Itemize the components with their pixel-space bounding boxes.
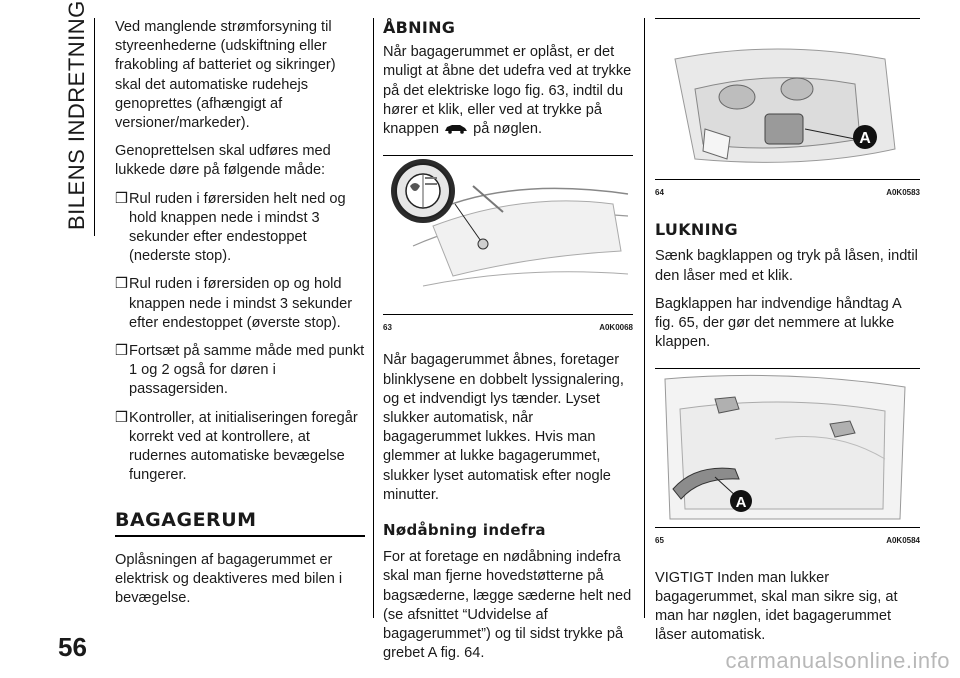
- column-divider-2: [644, 18, 645, 618]
- bullet-item: ❒ Kontroller, at initialiseringen foregår korrekt ved at kontrollere, at rudernes automatiske bevægelse fungerer.: [115, 409, 358, 484]
- chapter-title: BILENS INDRETNING: [64, 0, 89, 230]
- column-1: [115, 18, 365, 617]
- figure-63-image: [383, 156, 633, 314]
- figure-63-caption: [383, 314, 633, 337]
- page-number: 56: [58, 632, 87, 662]
- important-paragraph: VIGTIGT Inden man lukker bagagerummet, skal man sikre sig, at man har nøglen, idet bagagerummet låser automatisk.: [655, 569, 898, 644]
- column-divider-1: [373, 18, 374, 618]
- figure-64-label-a: A: [859, 130, 871, 147]
- car-key-button-icon: [443, 122, 469, 134]
- checkbox-bullet-icon: ❒: [115, 409, 129, 426]
- figure-code: A0K0068: [599, 323, 633, 333]
- section-heading-lukning: LUKNING: [655, 220, 738, 240]
- open-paragraph: Når bagagerummet er oplåst, er det muligt at åbne det udefra ved at trykke på det elektriske logo fig. 63, indtil du hører et klik, eller ved at trykke på knappen på nøglen.: [383, 44, 632, 138]
- emergency-paragraph: For at foretage en nødåbning indefra skal man fjerne hovedstøtterne på bagsæderne, lægge sæderne helt ned (se afsnittet “Udvidelse af bagagerummet”) og til sidst trykke på grebet A fig. 64.: [383, 549, 632, 662]
- bullet-item: ❒ Fortsæt på samme måde med punkt 1 og 2 også for døren i passagersiden.: [115, 343, 365, 398]
- close-paragraph: Sænk bagklappen og tryk på låsen, indtil den låser med et klik.: [655, 248, 918, 284]
- intro-paragraph: Ved manglende strømforsyning til styreenhederne (udskiftning eller frakobling af batteriet og sikringer) skal det automatiske rudehejs genoprettes (afhængigt af versioner/markeder).: [115, 19, 336, 132]
- figure-64: [655, 18, 920, 202]
- figure-65: [655, 368, 920, 550]
- figure-code: A0K0583: [886, 188, 920, 197]
- figure-64-caption: [655, 179, 920, 202]
- section-heading-aabning: ÅBNING: [383, 18, 456, 37]
- subheading-emergency: Nødåbning indefra: [383, 521, 546, 540]
- column-2: [383, 18, 633, 672]
- figure-63: [383, 155, 633, 337]
- section-heading-bagagerum: BAGAGERUM: [115, 509, 257, 532]
- column-3: [655, 18, 920, 654]
- chapter-rule: [94, 18, 95, 236]
- watermark: carmanualsonline.info: [725, 648, 950, 673]
- checkbox-bullet-icon: ❒: [115, 190, 129, 207]
- restore-lead: Genoprettelsen skal udføres med lukkede døre på følgende måde:: [115, 143, 331, 179]
- heading-rule: [115, 535, 365, 537]
- checkbox-bullet-icon: ❒: [115, 343, 129, 360]
- bullet-item: ❒ Rul ruden i førersiden op og hold knappen nede i mindst 3 sekunder efter endestoppet (øverste stop).: [115, 276, 353, 331]
- figure-number: 63: [383, 323, 392, 333]
- figure-number: 65: [655, 536, 664, 546]
- checkbox-bullet-icon: ❒: [115, 276, 129, 293]
- figure-64-image: [655, 19, 920, 179]
- figure-65-label-a: A: [735, 494, 747, 512]
- lights-paragraph: Når bagagerummet åbnes, foretager blinklysene en dobbelt lyssignalering, og et indvendigt lys tænder. Lyset slukker automatisk, når bagagerummet lukkes. Hvis man glemmer at lukke bagagerummet, slukker lyset automatisk efter nogle minutter.: [383, 352, 624, 503]
- figure-number: 64: [655, 188, 664, 197]
- bullet-item: ❒ Rul ruden i førersiden helt ned og hold knappen nede i mindst 3 sekunder efter endestoppet (nederste stop).: [115, 190, 346, 265]
- figure-65-image: [655, 369, 920, 527]
- figure-65-caption: [655, 527, 920, 550]
- handles-paragraph: Bagklappen har indvendige håndtag A fig. 65, der gør det nemmere at lukke klappen.: [655, 295, 901, 351]
- bagagerum-paragraph: Oplåsningen af bagagerummet er elektrisk og deaktiveres med bilen i bevægelse.: [115, 551, 343, 607]
- figure-code: A0K0584: [886, 536, 920, 546]
